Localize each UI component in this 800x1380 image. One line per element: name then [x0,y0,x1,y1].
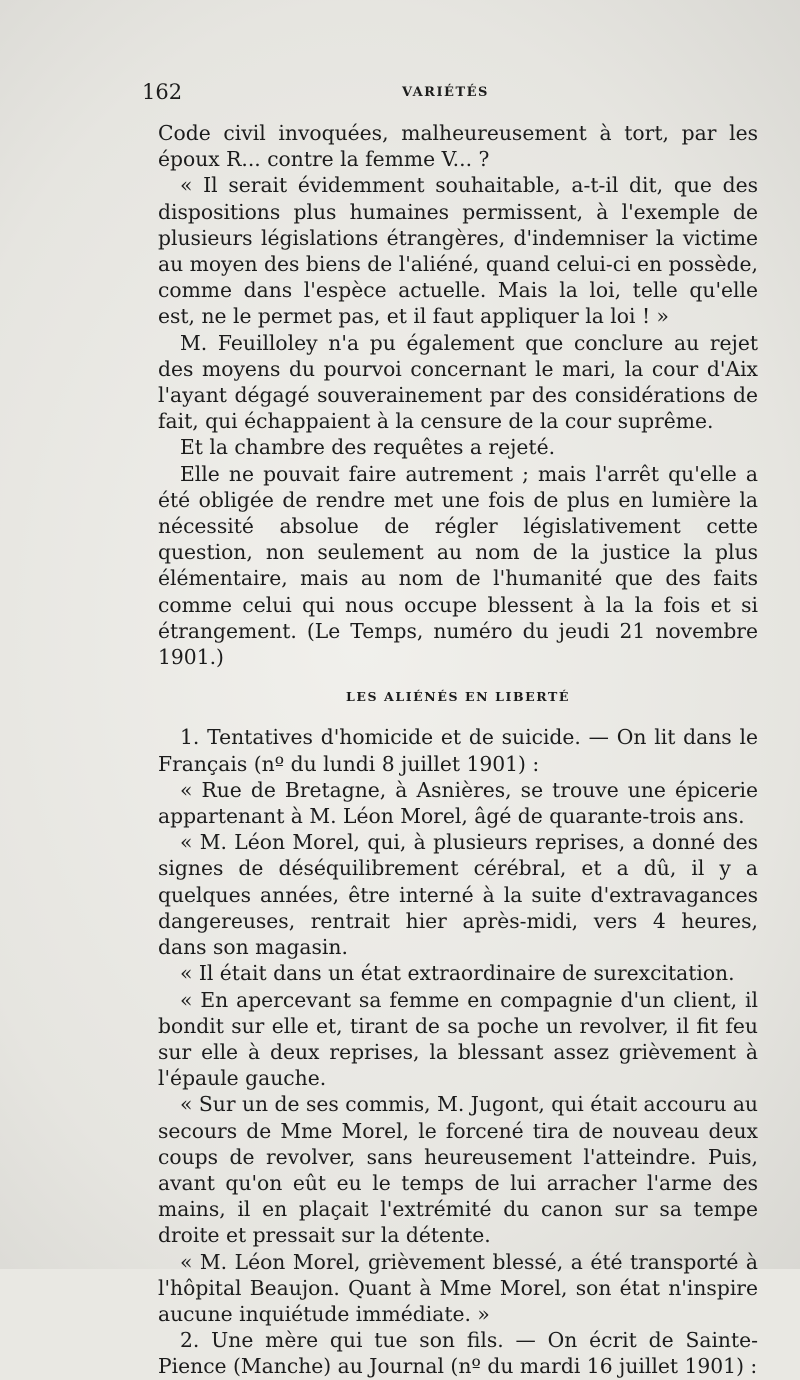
paragraph: Et la chambre des requêtes a rejeté. [180,435,556,460]
paragraph: Elle ne pouvait faire autrement ; mais l'arrêt qu'elle a été obligée de rendre met une fois de plus en lumière la nécessité absolue de régler législativement cette question, non seulement au nom de la justice la plus élémentaire, mais au nom de l'humanité que des faits comme celui qui nous occupe blessent à la la fois et si étrangement. (Le Temps, numéro du jeudi 21 novembre 1901.) [158,461,758,670]
paragraph: « En apercevant sa femme en compagnie d'un client, il bondit sur elle et, tirant de sa poche un revolver, il fit feu sur elle à deux reprises, la blessant assez grièvement à l'épaule gauche. [158,987,758,1091]
paragraph: « Il était dans un état extraordinaire de surexcitation. [180,961,735,986]
paragraph: « Sur un de ses commis, M. Jugont, qui était accouru au secours de Mme Morel, le forcené tira de nouveau deux coups de revolver, sans heureusement l'atteindre. Puis, avant qu'on eût eu le temps de lui arracher l'arme des mains, il en plaçait l'extrémité du canon sur sa tempe droite et pressait sur la détente. [158,1092,758,1248]
paragraph: 1. Tentatives d'homicide et de suicide. — On lit dans le Français (nº du lundi 8 juillet 1901) : [158,725,758,776]
paragraph: « Il serait évidemment souhaitable, a-t-il dit, que des dispositions plus humaines permissent, à l'exemple de plusieurs législations étrangères, d'indemniser la victime au moyen des biens de l'aliéné, quand celui-ci en possède, comme dans l'espèce actuelle. Mais la loi, telle qu'elle est, ne le permet pas, et il faut appliquer la loi ! » [158,173,758,329]
running-title: VARIÉTÉS [402,85,489,100]
paragraph: « Rue de Bretagne, à Asnières, se trouve une épicerie appartenant à M. Léon Morel, âgé de quarante-trois ans. [158,777,758,829]
paragraph: Code civil invoquées, malheureusement à tort, par les époux R... contre la femme V... ? [158,121,758,172]
paragraph: M. Feuilloley n'a pu également que conclure au rejet des moyens du pourvoi concernant le mari, la cour d'Aix l'ayant dégagé souverainement par des considérations de fait, qui échappaient à la censure de la cour suprême. [158,330,758,434]
section-title: LES ALIÉNÉS EN LIBERTÉ [345,689,571,705]
page-header [142,80,742,110]
paragraph: 2. Une mère qui tue son fils. — On écrit de Sainte-Pience (Manche) au Journal (nº du mardi 16 juillet 1901) : [158,1328,758,1379]
page-body [158,120,758,1380]
paragraph: « M. Léon Morel, grièvement blessé, a été transporté à l'hôpital Beaujon. Quant à Mme Morel, son état n'inspire aucune inquiétude immédiate. » [158,1249,758,1326]
page-number: 162 [142,80,183,104]
paragraph: « M. Léon Morel, qui, à plusieurs reprises, a donné des signes de déséquilibrement cérébral, et a dû, il y a quelques années, être interné à la suite d'extravagances dangereuses, rentrait hier après-midi, vers 4 heures, dans son magasin. [158,830,758,960]
